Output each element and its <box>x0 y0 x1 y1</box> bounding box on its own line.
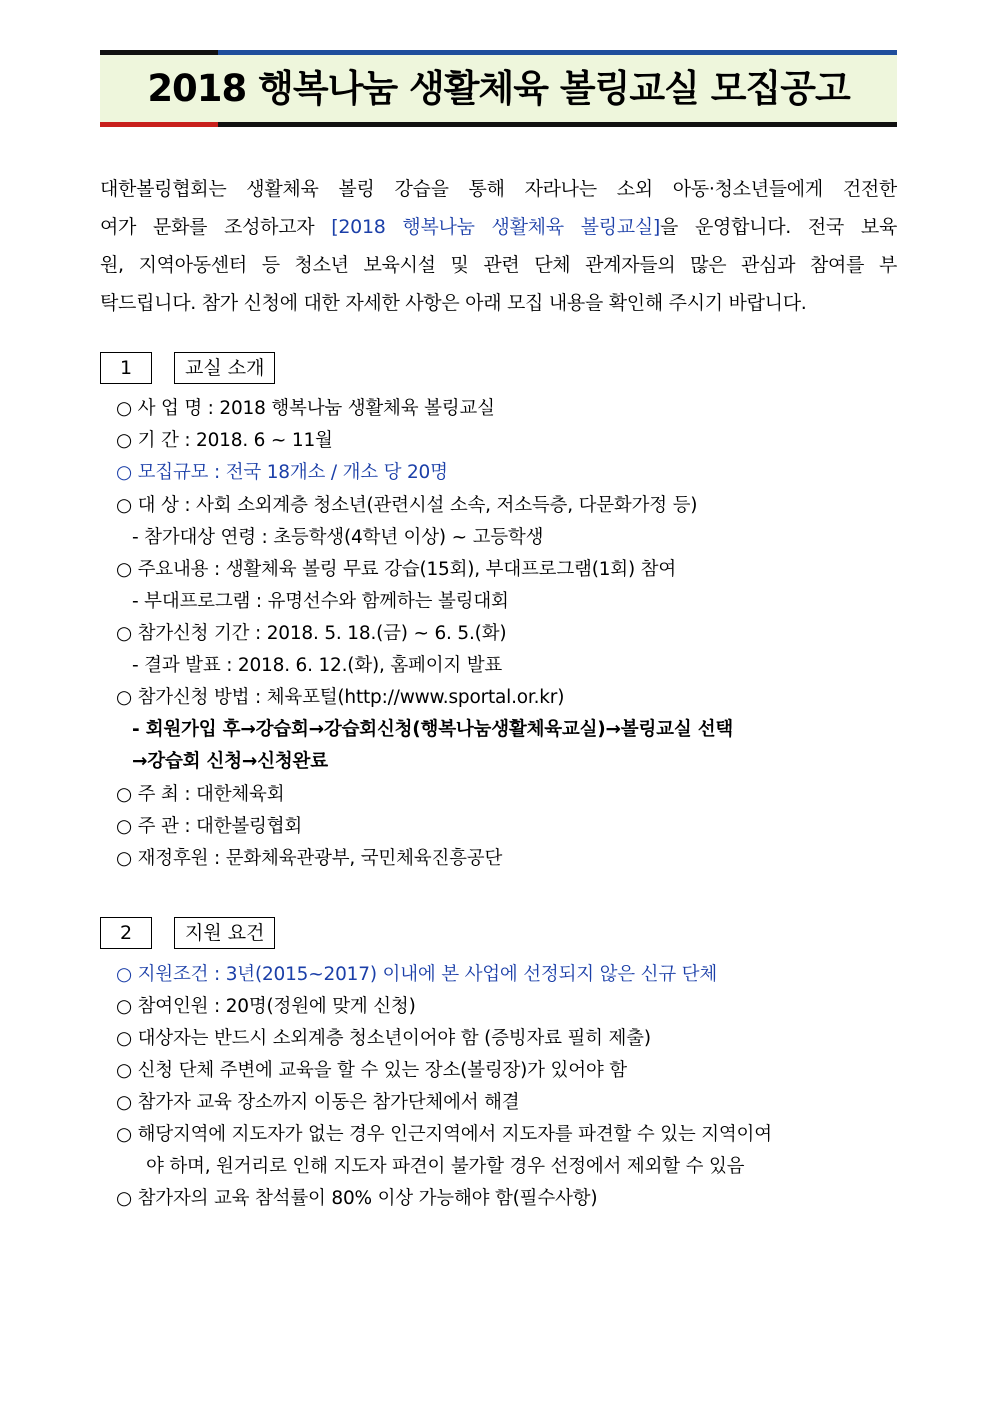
intro-text: 을 운영합니다. 전국 보육 <box>660 216 898 238</box>
page-title: 2018 행복나눔 생활체육 볼링교실 모집공고 <box>147 67 850 110</box>
list-item: ○ 대상자는 반드시 소외계층 청소년이어야 함 (증빙자료 필히 제출) <box>116 1028 651 1049</box>
list-item: ○ 참가신청 기간 : 2018. 5. 18.(금) ~ 6. 5.(화) <box>116 623 507 644</box>
list-item-continuation: 야 하며, 원거리로 인해 지도자 파견이 불가할 경우 선정에서 제외할 수 있음 <box>146 1156 745 1177</box>
list-item: ○ 참여인원 : 20명(정원에 맞게 신청) <box>116 996 416 1017</box>
list-item-highlight: ○ 모집규모 : 전국 18개소 / 개소 당 20명 <box>116 462 448 483</box>
list-item: ○ 참가자 교육 장소까지 이동은 참가단체에서 해결 <box>116 1092 520 1113</box>
application-steps: - 회원가입 후→강습회→강습회신청(행복나눔생활체육교실)→볼링교실 선택 <box>132 719 734 740</box>
list-subitem: - 부대프로그램 : 유명선수와 함께하는 볼링대회 <box>132 591 509 612</box>
intro-paragraph <box>100 170 897 322</box>
list-item-highlight: ○ 지원조건 : 3년(2015~2017) 이내에 본 사업에 선정되지 않은 신규 단체 <box>116 964 718 985</box>
list-item: ○ 주요내용 : 생활체육 볼링 무료 강습(15회), 부대프로그램(1회) 참여 <box>116 559 676 580</box>
list-subitem: - 참가대상 연령 : 초등학생(4학년 이상) ~ 고등학생 <box>132 527 544 548</box>
list-item: ○ 참가자의 교육 참석률이 80% 이상 가능해야 함(필수사항) <box>116 1188 598 1209</box>
list-item: ○ 참가신청 방법 : 체육포털(http://www.sportal.or.kr) <box>116 687 565 708</box>
program-name-highlight: [2018 행복나눔 생활체육 볼링교실] <box>331 216 661 238</box>
section-number: 2 <box>100 917 152 949</box>
list-item: ○ 재정후원 : 문화체육관광부, 국민체육진흥공단 <box>116 848 503 869</box>
application-steps: →강습회 신청→신청완료 <box>132 751 328 772</box>
list-subitem: - 결과 발표 : 2018. 6. 12.(화), 홈페이지 발표 <box>132 655 503 676</box>
intro-line <box>100 208 897 246</box>
intro-line: 대한볼링협회는 생활체육 볼링 강습을 통해 자라나는 소외 아동·청소년들에게 건전한 <box>100 178 897 200</box>
intro-line: 탁드립니다. 참가 신청에 대한 자세한 사항은 아래 모집 내용을 확인해 주시기 바랍니다. <box>100 292 807 314</box>
intro-line: 원, 지역아동센터 등 청소년 보육시설 및 관련 단체 관계자들의 많은 관심과 참여를 부 <box>100 254 897 276</box>
title-banner <box>100 50 897 128</box>
list-item: ○ 기 간 : 2018. 6 ~ 11월 <box>116 430 333 451</box>
list-item: ○ 대 상 : 사회 소외계층 청소년(관련시설 소속, 저소득층, 다문화가정 등) <box>116 495 698 516</box>
list-item: ○ 주 관 : 대한볼링협회 <box>116 816 303 837</box>
list-item: ○ 주 최 : 대한체육회 <box>116 784 285 805</box>
list-item: ○ 해당지역에 지도자가 없는 경우 인근지역에서 지도자를 파견할 수 있는 지역이여 <box>116 1124 772 1145</box>
intro-text: 여가 문화를 조성하고자 <box>100 216 332 238</box>
list-item: ○ 신청 단체 주변에 교육을 할 수 있는 장소(볼링장)가 있어야 함 <box>116 1060 627 1081</box>
title-bottom-rule <box>100 122 897 127</box>
list-item: ○ 사 업 명 : 2018 행복나눔 생활체육 볼링교실 <box>116 398 495 419</box>
section-number: 1 <box>100 352 152 384</box>
section-label: 교실 소개 <box>174 352 275 384</box>
section-label: 지원 요건 <box>174 917 275 949</box>
